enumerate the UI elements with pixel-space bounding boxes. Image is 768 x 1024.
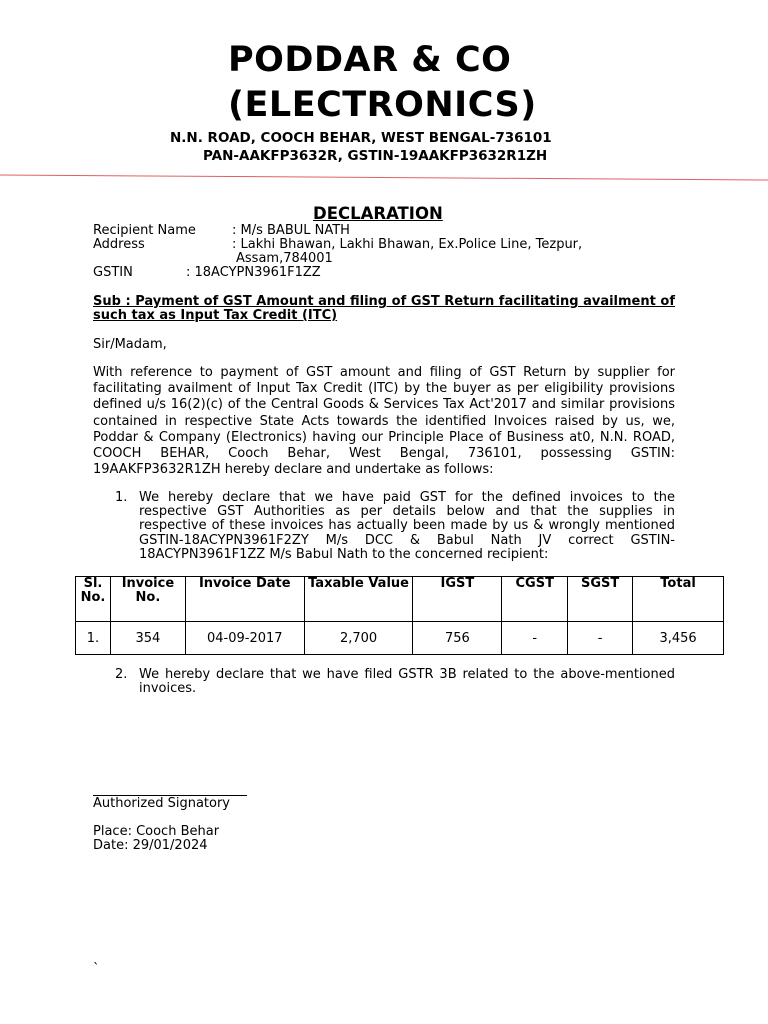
gstin-label: GSTIN <box>93 265 133 280</box>
header-invoice-no: Invoice No. <box>110 577 185 622</box>
place: Place: Cooch Behar <box>93 824 220 839</box>
company-name <box>228 38 537 128</box>
cell-invoice-no: 354 <box>110 622 185 655</box>
list-item-text: We hereby declare that we have paid GST for the defined invoices to the respective GST Authorities as per details below and that the supplies in respective of these invoices has actually been made by us & wrongly mentioned GSTIN-18ACYPN3961F2ZY M/s DCC & Babul Nath JV correct GSTIN-18ACYPN3961F1ZZ M/s Babul Nath to the concerned recipient: <box>139 490 675 562</box>
stray-mark: ` <box>93 962 100 977</box>
header-cgst: CGST <box>502 577 568 622</box>
header-divider <box>0 174 768 182</box>
address-value-line2: Assam,784001 <box>236 251 333 266</box>
header-sl-no: Sl. No. <box>76 577 111 622</box>
company-tax-ids: PAN-AAKFP3632R, GSTIN-19AAKFP3632R1ZH <box>203 148 548 164</box>
salutation: Sir/Madam, <box>93 337 167 352</box>
address-label: Address <box>93 237 145 252</box>
company-name-line1: PODDAR & CO <box>228 40 512 80</box>
cell-sgst: - <box>568 622 633 655</box>
gstin-value: : 18ACYPN3961F1ZZ <box>186 265 321 280</box>
cell-total: 3,456 <box>633 622 724 655</box>
header-igst: IGST <box>413 577 502 622</box>
list-item-text: We hereby declare that we have filed GSTR 3B related to the above-mentioned invoices. <box>139 667 675 697</box>
list-item-number: 2. <box>115 667 128 682</box>
recipient-label: Recipient Name <box>93 223 196 238</box>
cell-taxable-value: 2,700 <box>304 622 413 655</box>
address-value-line1: : Lakhi Bhawan, Lakhi Bhawan, Ex.Police Line, Tezpur, <box>232 237 583 252</box>
company-address: N.N. ROAD, COOCH BEHAR, WEST BENGAL-736101 <box>170 130 552 146</box>
company-name-line2: (ELECTRONICS) <box>228 85 537 125</box>
list-item-number: 1. <box>115 490 128 505</box>
authorized-signatory: Authorized Signatory <box>93 796 230 811</box>
invoice-table <box>75 576 724 655</box>
header-invoice-date: Invoice Date <box>185 577 304 622</box>
cell-cgst: - <box>502 622 568 655</box>
declaration-title: DECLARATION <box>313 204 443 223</box>
header-sgst: SGST <box>568 577 633 622</box>
cell-sl-no: 1. <box>76 622 111 655</box>
subject-line: Sub : Payment of GST Amount and filing of GST Return facilitating availment of such tax as Input Tax Credit (ITC) <box>93 294 675 323</box>
cell-invoice-date: 04-09-2017 <box>185 622 304 655</box>
header-total: Total <box>633 577 724 622</box>
place-date-block <box>93 825 219 853</box>
header-taxable-value: Taxable Value <box>304 577 413 622</box>
recipient-value: : M/s BABUL NATH <box>232 223 350 238</box>
cell-igst: 756 <box>413 622 502 655</box>
table-row <box>76 622 724 655</box>
table-header-row <box>76 577 724 622</box>
date: Date: 29/01/2024 <box>93 838 208 853</box>
declaration-paragraph: With reference to payment of GST amount and filing of GST Return by supplier for facilitating availment of Input Tax Credit (ITC) by the buyer as per eligibility provisions defined u/s 16(2)(c) of the Central Goods & Services Tax Act'2017 and similar provisions contained in respective State Acts towards the identified Invoices raised by us, we, Poddar & Company (Electronics) having our Principle Place of Business at0, N.N. ROAD, COOCH BEHAR, Cooch Behar, West Bengal, 736101, possessing GSTIN: 19AAKFP3632R1ZH hereby declare and undertake as follows: <box>93 365 675 478</box>
